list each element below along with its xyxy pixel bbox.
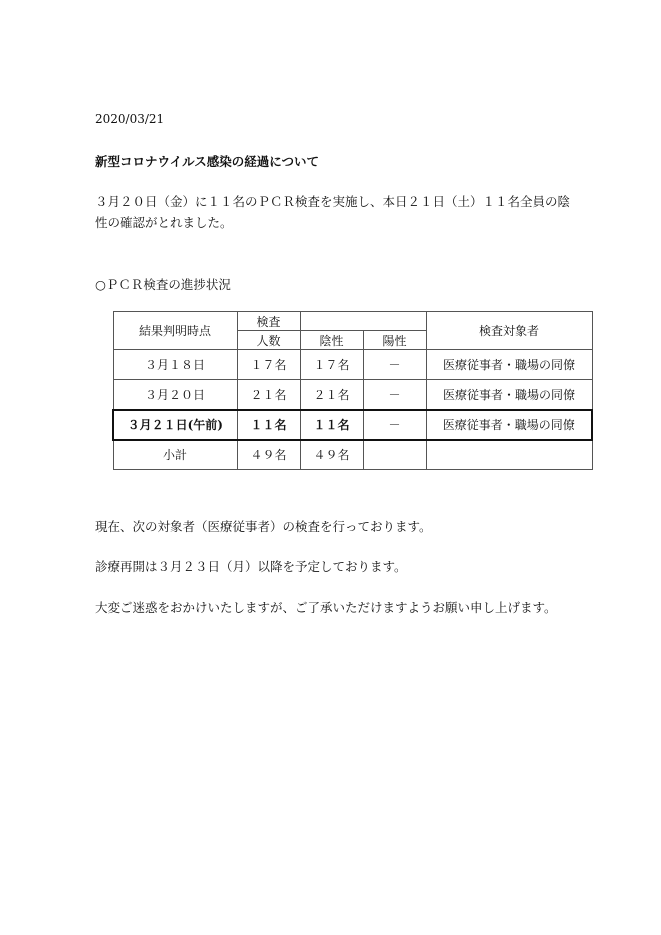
header-target: 検査対象者 xyxy=(426,312,592,350)
subtotal-target xyxy=(426,440,592,470)
intro-paragraph: ３月２０日（金）に１１名のＰＣＲ検査を実施し、本日２１日（土）１１名全員の陰性の確認がとれました。 xyxy=(95,194,571,230)
subtotal-row xyxy=(113,440,592,470)
row-time: ３月１８日 xyxy=(113,350,237,380)
header-test: 検査 xyxy=(237,312,300,331)
table-row-highlighted xyxy=(113,410,592,440)
reopening-paragraph: 診療再開は３月２３日（月）以降を予定しております。 xyxy=(95,559,407,574)
row-count: ２１名 xyxy=(237,380,300,410)
row-negative: １７名 xyxy=(300,350,363,380)
table-row xyxy=(113,350,592,380)
pcr-status-table xyxy=(112,311,593,470)
section-heading: ○ＰＣＲ検査の進捗状況 xyxy=(95,277,231,292)
row-time: ３月２０日 xyxy=(113,380,237,410)
header-count: 人数 xyxy=(237,331,300,350)
document-title: 新型コロナウイルス感染の経過について xyxy=(95,154,320,169)
row-count: １１名 xyxy=(237,410,300,440)
header-blank xyxy=(300,312,426,331)
apology-paragraph: 大変ご迷惑をおかけいたしますが、ご了承いただけますようお願い申し上げます。 xyxy=(95,600,557,615)
header-positive: 陽性 xyxy=(363,331,426,350)
row-positive: － xyxy=(363,410,426,440)
row-target: 医療従事者・職場の同僚 xyxy=(426,380,592,410)
subtotal-count: ４９名 xyxy=(237,440,300,470)
subtotal-label: 小計 xyxy=(113,440,237,470)
row-positive: － xyxy=(363,350,426,380)
row-target: 医療従事者・職場の同僚 xyxy=(426,410,592,440)
row-negative: ２１名 xyxy=(300,380,363,410)
row-time: ３月２１日(午前) xyxy=(113,410,237,440)
row-negative: １１名 xyxy=(300,410,363,440)
row-target: 医療従事者・職場の同僚 xyxy=(426,350,592,380)
status-paragraph: 現在、次の対象者（医療従事者）の検査を行っております。 xyxy=(95,519,432,534)
header-negative: 陰性 xyxy=(300,331,363,350)
table-row xyxy=(113,380,592,410)
row-count: １７名 xyxy=(237,350,300,380)
document-date: 2020/03/21 xyxy=(95,112,165,126)
row-positive: － xyxy=(363,380,426,410)
subtotal-negative: ４９名 xyxy=(300,440,363,470)
subtotal-positive xyxy=(363,440,426,470)
header-time: 結果判明時点 xyxy=(113,312,237,350)
